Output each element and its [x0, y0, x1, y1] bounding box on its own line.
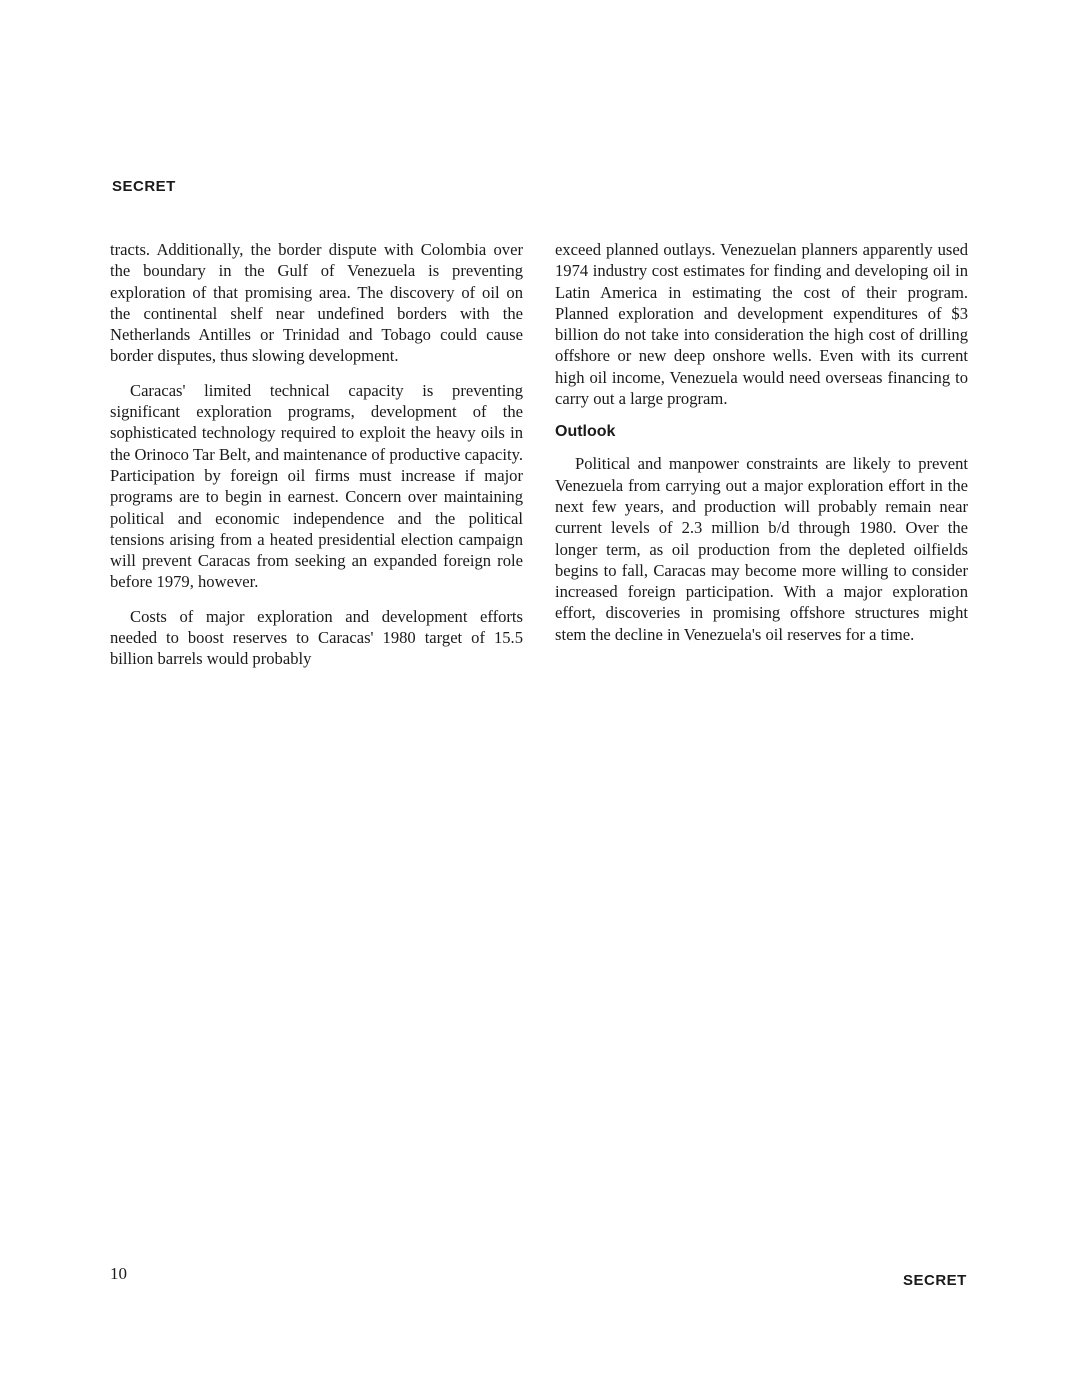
right-column	[555, 239, 968, 658]
paragraph-technical-capacity: Caracas' limited technical capacity is preventing significant exploration programs, development of the sophisticated technology required to exploit the heavy oils in the Orinoco Tar Belt, and maintenance of productive capacity. Participation by foreign oil firms must increase if major programs are to begin in earnest. Concern over maintaining political and economic independence and the political tensions arising from a heated presidential election campaign will prevent Caracas from seeking an expanded foreign role before 1979, however.	[110, 380, 523, 592]
page-number: 10	[110, 1264, 127, 1283]
paragraph-border-dispute: tracts. Additionally, the border dispute with Colombia over the boundary in the Gulf of Venezuela is preventing exploration of that promising area. The discovery of oil on the continental shelf near undefined borders with the Netherlands Antilles or Trinidad and Tobago could cause border disputes, thus slowing development.	[110, 240, 523, 366]
paragraph-costs-continued: exceed planned outlays. Venezuelan planners apparently used 1974 industry cost estimates for finding and developing oil in Latin America in estimating the cost of their program. Planned exploration and development expenditures of $3 billion do not take into consideration the high cost of drilling offshore or new deep onshore wells. Even with its current high oil income, Venezuela would need overseas financing to carry out a large program.	[555, 240, 968, 409]
classification-footer: SECRET	[903, 1272, 967, 1289]
left-column	[110, 239, 523, 683]
section-heading-outlook: Outlook	[555, 423, 616, 441]
paragraph-outlook: Political and manpower constraints are likely to prevent Venezuela from carrying out a major exploration effort in the next few years, and production will probably remain near current levels of 2.3 million b/d through 1980. Over the longer term, as oil production from the depleted oilfields begins to fall, Caracas may become more willing to consider increased foreign participation. With a major exploration effort, discoveries in promising offshore structures might stem the decline in Venezuela's oil reserves for a time.	[555, 454, 968, 644]
classification-header: SECRET	[112, 178, 176, 195]
paragraph-costs: Costs of major exploration and development efforts needed to boost reserves to Caracas' 1980 target of 15.5 billion barrels would probably	[110, 606, 523, 669]
